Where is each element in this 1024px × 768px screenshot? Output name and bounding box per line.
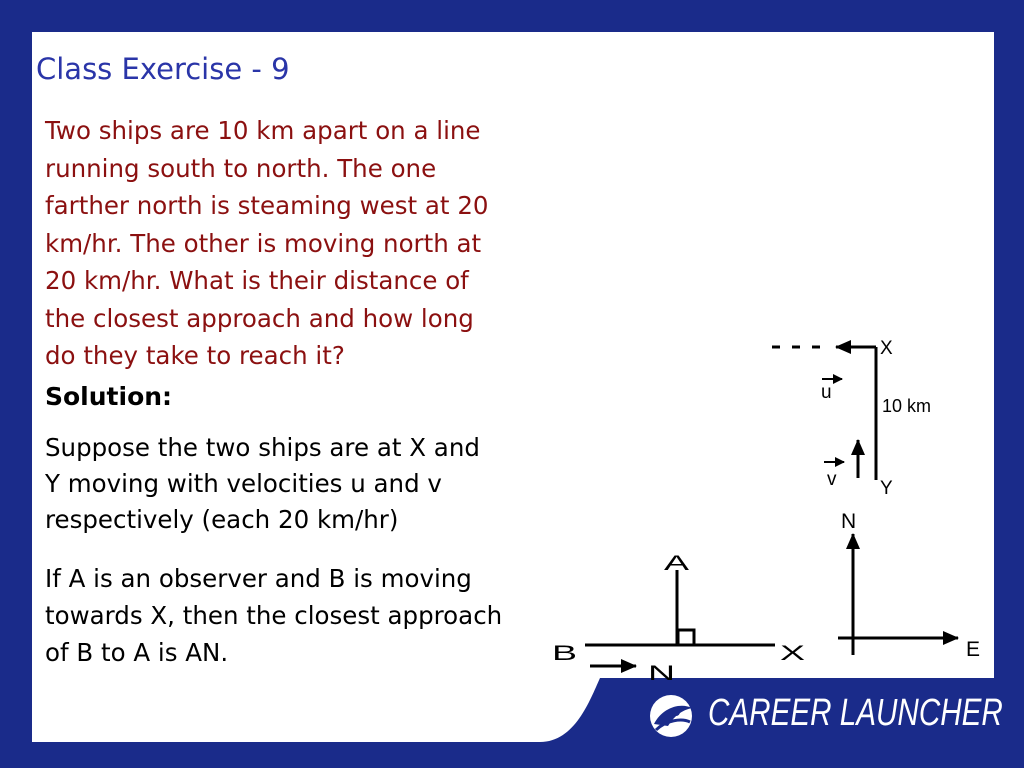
problem-line: farther north is steaming west at 20	[45, 191, 489, 220]
label-u: u	[821, 382, 832, 403]
label-v: v	[827, 469, 837, 490]
solution-line: Suppose the two ships are at X and	[45, 433, 480, 462]
solution-line: If A is an observer and B is moving	[45, 564, 472, 593]
solution-line: towards X, then the closest approach	[45, 601, 503, 630]
career-launcher-logo: CAREER LAUNCHER	[708, 692, 1003, 734]
problem-line: km/hr. The other is moving north at	[45, 228, 482, 258]
compass-label-e: E	[966, 638, 981, 661]
right-angle-marker	[678, 630, 694, 645]
compass-diagram	[838, 510, 980, 661]
problem-line: Two ships are 10 km apart on a line	[45, 116, 481, 145]
label-y: Y	[880, 478, 893, 499]
approach-diagram	[552, 551, 805, 684]
solution-heading: Solution:	[45, 382, 173, 411]
slide-title: Class Exercise - 9	[36, 52, 290, 86]
solution-line: respectively (each 20 km/hr)	[45, 505, 399, 534]
approach-label-n: N	[648, 661, 676, 685]
compass-label-n: N	[841, 510, 857, 533]
solution-line: of B to A is AN.	[45, 638, 229, 667]
problem-line: running south to north. The one	[45, 153, 437, 183]
label-distance: 10 km	[882, 396, 932, 416]
approach-label-b: B	[552, 641, 578, 665]
approach-label-a: A	[664, 551, 690, 575]
label-x: X	[880, 338, 893, 359]
solution-line: Y moving with velocities u and v	[45, 469, 442, 498]
problem-line: 20 km/hr. What is their distance of	[45, 266, 469, 295]
career-launcher-logo-mark	[650, 695, 692, 737]
problem-line: do they take to reach it?	[45, 341, 345, 370]
problem-line: the closest approach and how long	[45, 303, 474, 333]
approach-label-x: X	[780, 641, 806, 665]
ships-diagram	[772, 338, 931, 499]
